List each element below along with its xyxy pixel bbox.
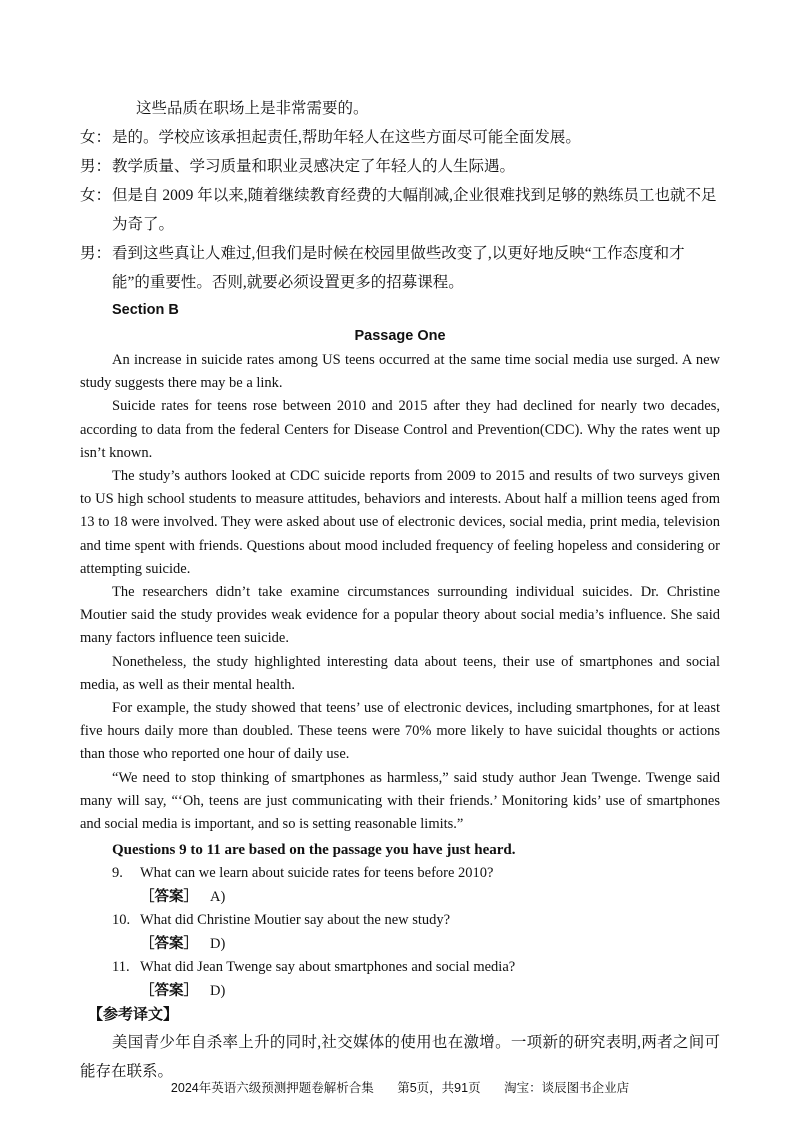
page-footer (0, 1078, 800, 1096)
reference-title: 【参考译文】 (88, 1007, 179, 1024)
footer-shop: 淘宝：谈辰图书企业店 (504, 1081, 630, 1095)
paragraph: The study’s authors looked at CDC suicide reports from 2009 to 2015 and results of two surveys given to US high school students to measure attitudes, behaviors and interests. About half a million teens aged from 13 to 18 were involved. They were asked about use of electronic devices, social media, print media, television and time spent with friends. Questions about mood included frequency of feeling hopeless and considering or attempting suicide. (80, 468, 720, 577)
speaker-label: 女： (80, 129, 112, 146)
question-text: What did Jean Twenge say about smartphones and social media? (140, 959, 516, 976)
dialogue-text: 是的。学校应该承担起责任,帮助年轻人在这些方面尽可能全面发展。 (112, 129, 581, 146)
dialogue-text: 这些品质在职场上是非常需要的。 (136, 100, 369, 117)
question-item (80, 956, 720, 980)
answer-line (80, 933, 720, 957)
question-number: 9. (112, 865, 123, 882)
page-content (80, 94, 720, 1086)
speaker-label: 男： (80, 158, 112, 175)
paragraph: For example, the study showed that teens’ use of electronic devices, including smartphones, for at least five hours daily more than doubled. These teens were 70% more likely to have suicidal thoughts or actions than those who reported one hour of daily use. (80, 700, 720, 763)
paragraph: An increase in suicide rates among US teens occurred at the same time social media use surged. A new study suggests there may be a link. (80, 352, 720, 392)
answer-value: A) (210, 888, 226, 905)
question-text: What did Christine Moutier say about the new study? (140, 912, 451, 929)
section-title: Section B (112, 302, 179, 318)
question-text: What can we learn about suicide rates for teens before 2010? (140, 865, 494, 882)
question-item (80, 909, 720, 933)
dialogue-text: 但是自 2009 年以来,随着继续教育经费的大幅削减,企业很难找到足够的熟练员工也就不足为奇了。 (112, 187, 717, 233)
dialogue-text: 教学质量、学习质量和职业灵感决定了年轻人的人生际遇。 (112, 158, 516, 175)
dialogue-line (80, 239, 720, 297)
answer-tag: ［答案］ (140, 982, 198, 999)
answer-value: D) (210, 982, 226, 999)
paragraph: The researchers didn’t take examine circumstances surrounding individual suicides. Dr. Christine Moutier said the study provides weak evidence for a popular theory about social media’s influence. She said many factors influence teen suicide. (80, 584, 720, 647)
questions-title: Questions 9 to 11 are based on the passage you have just heard. (112, 842, 516, 859)
paragraph: Nonetheless, the study highlighted interesting data about teens, their use of smartphones and social media, as well as their mental health. (80, 653, 720, 693)
question-number: 11. (112, 959, 130, 976)
answer-line (80, 980, 720, 1004)
footer-book-title: 2024年英语六级预测押题卷解析合集 (170, 1081, 374, 1095)
dialogue-line (80, 181, 720, 239)
paragraph: “We need to stop thinking of smartphones as harmless,” said study author Jean Twenge. Twenge said many will say, “‘Oh, teens are just communicating with their friends.’ Monitoring kids’ use of smartphones and social media is important, and so is setting reasonable limits.” (80, 769, 720, 833)
answer-value: D) (210, 935, 226, 952)
dialogue-line (80, 152, 720, 181)
dialogue-line (80, 123, 720, 152)
question-item (80, 862, 720, 886)
question-number: 10. (112, 912, 131, 929)
speaker-label: 男： (80, 245, 112, 262)
questions-list (80, 862, 720, 1003)
answer-tag: ［答案］ (140, 935, 198, 952)
answer-line (80, 886, 720, 910)
speaker-label: 女： (80, 187, 112, 204)
footer-page-number: 第5页，共91页 (397, 1081, 481, 1095)
passage-title: Passage One (354, 328, 446, 344)
answer-tag: ［答案］ (140, 888, 198, 905)
dialogue-text: 看到这些真让人难过,但我们是时候在校园里做些改变了,以更好地反映“工作态度和才能”的重要性。否则,就要必须设置更多的招募课程。 (112, 245, 685, 291)
paragraph: Suicide rates for teens rose between 2010 and 2015 after they had declined for nearly two decades, according to data from the federal Centers for Disease Control and Prevention(CDC). Why the rates went up isn’t known. (80, 398, 720, 461)
dialogue-block (80, 94, 720, 297)
passage-body (80, 349, 720, 836)
translation-paragraph: 美国青少年自杀率上升的同时,社交媒体的使用也在激增。一项新的研究表明,两者之间可能存在联系。 (80, 1034, 720, 1081)
dialogue-line (80, 94, 720, 123)
